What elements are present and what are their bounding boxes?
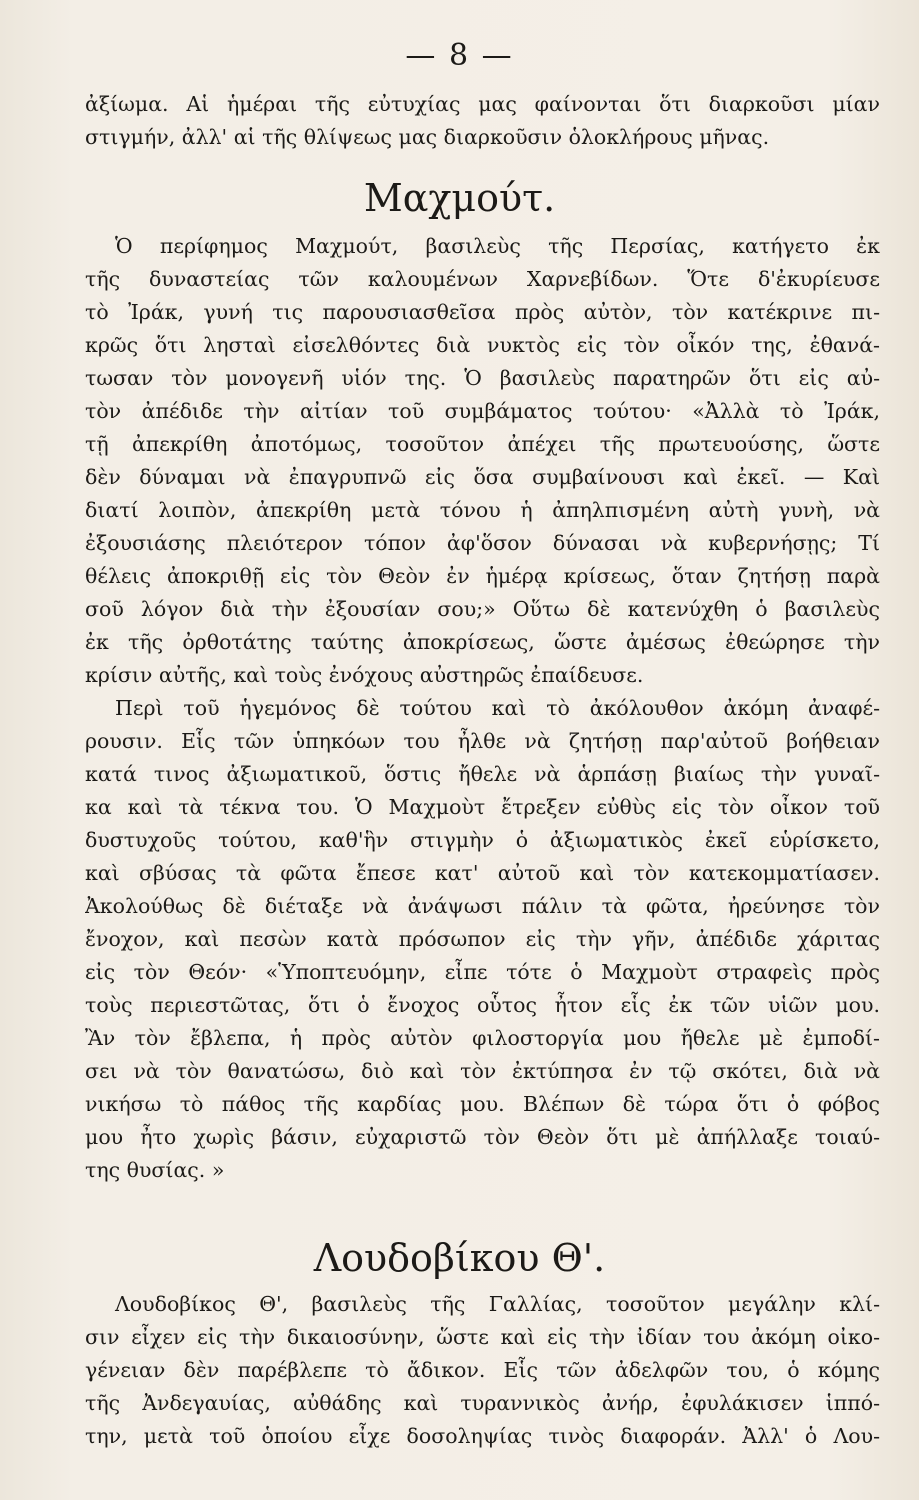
- text-line: κρῶς ὅτι λησταὶ εἰσελθόντες διὰ νυκτὸς εἰς τὸν οἶκόν της, ἐθανά-: [85, 333, 880, 357]
- text-line: σει νὰ τὸν θανατώσω, διὸ καὶ τὸν ἐκτύπησα ἐν τῷ σκότει, διὰ νὰ: [85, 1059, 880, 1083]
- text-line: ἔνοχον, καὶ πεσὼν κατὰ πρόσωπον εἰς τὴν γῆν, ἀπέδιδε χάριτας: [85, 927, 880, 951]
- text-line: τῆς δυναστείας τῶν καλουμένων Χαρνεβίδων. Ὅτε δ'ἐκυρίευσε: [85, 267, 880, 291]
- text-line: καὶ σβύσας τὰ φῶτα ἔπεσε κατ' αὐτοῦ καὶ τὸν κατεκομματίασεν.: [85, 861, 880, 885]
- text-line: κα καὶ τὰ τέκνα του. Ὁ Μαχμοὺτ ἔτρεξεν εὐθὺς εἰς τὸν οἶκον τοῦ: [85, 795, 880, 819]
- text-line: τὸ Ἰράκ, γυνή τις παρουσιασθεῖσα πρὸς αὐτὸν, τὸν κατέκρινε πι-: [85, 300, 880, 324]
- intro-paragraph: [85, 88, 880, 154]
- text-line: δυστυχοῦς τούτου, καθ'ἣν στιγμὴν ὁ ἀξιωματικὸς ἐκεῖ εὑρίσκετο,: [85, 828, 880, 852]
- text-line: ἐξουσιάσης πλειότερον τόπον ἀφ'ὅσον δύνασαι νὰ κυβερνήσῃς; Τί: [85, 531, 880, 555]
- text-line: γένειαν δὲν παρέβλεπε τὸ ἄδικον. Εἷς τῶν ἀδελφῶν του, ὁ κόμης: [85, 1358, 880, 1382]
- text-line: νικήσω τὸ πάθος τῆς καρδίας μου. Βλέπων δὲ τώρα ὅτι ὁ φόβος: [85, 1092, 880, 1116]
- text-line: στιγμήν, ἀλλ' αἱ τῆς θλίψεως μας διαρκοῦσιν ὁλοκλήρους μῆνας.: [85, 125, 770, 149]
- text-line: ρουσιν. Εἷς τῶν ὑπηκόων του ἦλθε νὰ ζητήσῃ παρ'αὐτοῦ βοήθειαν: [85, 729, 880, 753]
- text-line: της θυσίας. »: [85, 1158, 225, 1182]
- text-line: ἀξίωμα. Αἱ ἡμέραι τῆς εὐτυχίας μας φαίνονται ὅτι διαρκοῦσι μίαν: [85, 92, 880, 116]
- text-line: τωσαν τὸν μονογενῆ υἱόν της. Ὁ βασιλεὺς παρατηρῶν ὅτι εἰς αὐ-: [85, 366, 880, 390]
- text-line: Ἂν τὸν ἔβλεπα, ἡ πρὸς αὐτὸν φιλοστοργία μου ἤθελε μὲ ἐμποδί-: [85, 1026, 880, 1050]
- text-line: Ἀκολούθως δὲ διέταξε νὰ ἀνάψωσι πάλιν τὰ φῶτα, ἠρεύνησε τὸν: [85, 894, 880, 918]
- text-line: διατί λοιπὸν, ἀπεκρίθη μετὰ τόνου ἡ ἀπηλπισμένη αὐτὴ γυνὴ, νὰ: [85, 498, 880, 522]
- text-line: Ὁ περίφημος Μαχμούτ, βασιλεὺς τῆς Περσίας, κατήγετο ἐκ: [115, 234, 880, 258]
- section-heading-louis: Λουδοβίκου Θ'.: [313, 1236, 606, 1280]
- text-line: τῆς Ἀνδεγαυίας, αὐθάδης καὶ τυραννικὸς ἀνήρ, ἐφυλάκισεν ἱππό-: [85, 1391, 880, 1415]
- text-line: εἰς τὸν Θεόν· «Ὑποπτευόμην, εἶπε τότε ὁ Μαχμοὺτ στραφεὶς πρὸς: [85, 960, 880, 984]
- text-line: σιν εἶχεν εἰς τὴν δικαιοσύνην, ὥστε καὶ εἰς τὴν ἰδίαν του ἀκόμη οἰκο-: [85, 1325, 880, 1349]
- text-line: κατά τινος ἀξιωματικοῦ, ὅστις ἤθελε νὰ ἁρπάσῃ βιαίως τὴν γυναῖ-: [85, 762, 880, 786]
- text-line: θέλεις ἀποκριθῇ εἰς τὸν Θεὸν ἐν ἡμέρᾳ κρίσεως, ὅταν ζητήσῃ παρὰ: [85, 564, 880, 588]
- section-heading-mahmud: Μαχμούτ.: [363, 176, 556, 220]
- text-line: την, μετὰ τοῦ ὁποίου εἶχε δοσοληψίας τινὸς διαφοράν. Ἀλλ' ὁ Λου-: [85, 1424, 880, 1448]
- text-line: ἐκ τῆς ὀρθοτάτης ταύτης ἀποκρίσεως, ὥστε ἀμέσως ἐθεώρησε τὴν: [85, 630, 880, 654]
- text-line: Λουδοβίκος Θ', βασιλεὺς τῆς Γαλλίας, τοσοῦτον μεγάλην κλί-: [115, 1292, 880, 1316]
- text-line: μου ἦτο χωρὶς βάσιν, εὐχαριστῶ τὸν Θεὸν ὅτι μὲ ἀπήλλαξε τοιαύ-: [85, 1125, 880, 1149]
- text-line: τῇ ἀπεκρίθη ἀποτόμως, τοσοῦτον ἀπέχει τῆς πρωτευούσης, ὥστε: [85, 432, 880, 456]
- text-line: τοὺς περιεστῶτας, ὅτι ὁ ἔνοχος οὗτος ἦτον εἷς ἐκ τῶν υἱῶν μου.: [85, 993, 880, 1017]
- text-line: Περὶ τοῦ ἡγεμόνος δὲ τούτου καὶ τὸ ἀκόλουθον ἀκόμη ἀναφέ-: [115, 696, 880, 720]
- section-body-mahmud: [85, 230, 880, 1187]
- text-line: κρίσιν αὐτῆς, καὶ τοὺς ἐνόχους αὐστηρῶς ἐπαίδευσε.: [85, 663, 644, 687]
- section-body-louis: [85, 1288, 880, 1453]
- text-line: σοῦ λόγον διὰ τὴν ἐξουσίαν σου;» Οὕτω δὲ κατενύχθη ὁ βασιλεὺς: [85, 597, 880, 621]
- text-line: τὸν ἀπέδιδε τὴν αἰτίαν τοῦ συμβάματος τούτου· «Ἀλλὰ τὸ Ἰράκ,: [85, 399, 880, 423]
- page-number: — 8 —: [405, 38, 514, 73]
- text-line: δὲν δύναμαι νὰ ἐπαγρυπνῶ εἰς ὅσα συμβαίνουσι καὶ ἐκεῖ. — Καὶ: [85, 465, 880, 489]
